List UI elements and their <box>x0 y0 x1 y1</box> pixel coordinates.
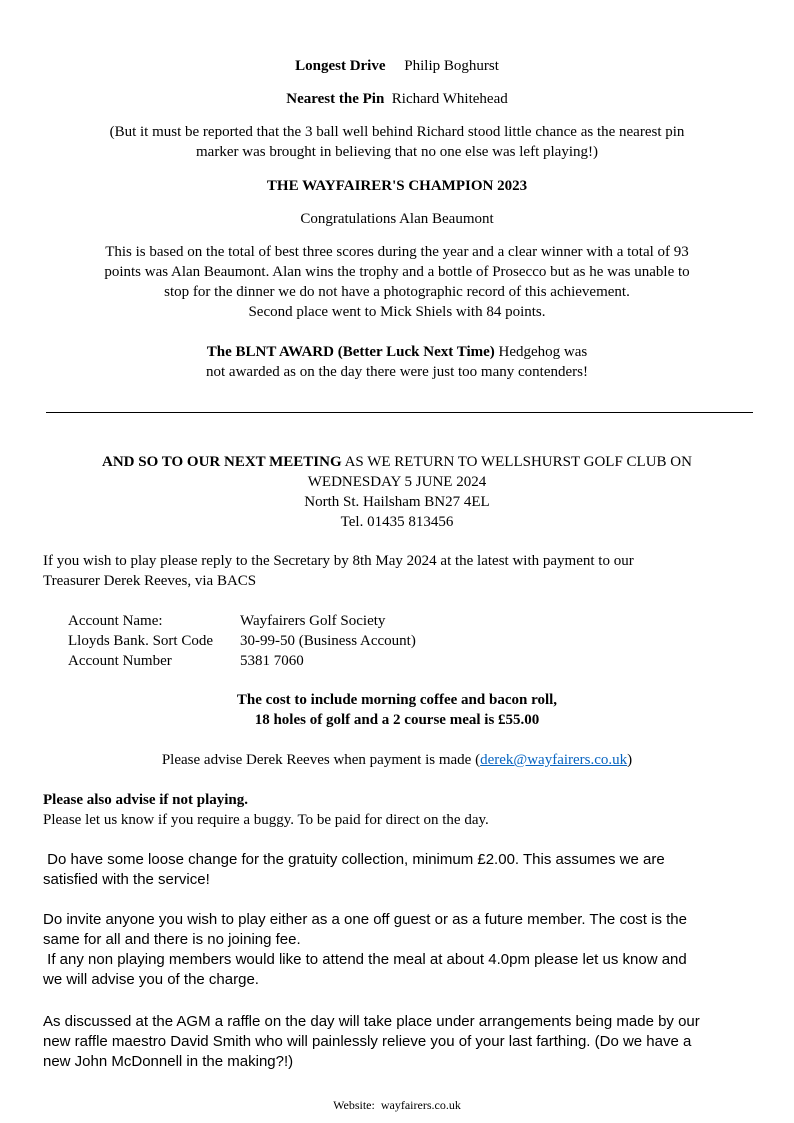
account-name-row <box>68 611 385 631</box>
not-playing-block <box>43 790 758 830</box>
champion-line-2: points was Alan Beaumont. Alan wins the trophy and a bottle of Prosecco but as he was unable to <box>104 264 690 280</box>
champion-line-4: Second place went to Mick Shiels with 84 points. <box>248 304 546 320</box>
reply-line-1: If you wish to play please reply to the Secretary by 8th May 2024 at the latest with payment to our <box>43 553 634 569</box>
advise-payment <box>0 750 794 770</box>
longest-drive-name: Philip Boghurst <box>404 58 499 74</box>
blnt-award <box>0 342 794 382</box>
next-meeting-phone: Tel. 01435 813456 <box>340 514 454 530</box>
next-meeting <box>0 452 794 532</box>
section-divider <box>46 412 753 413</box>
pin-note-line-2: marker was brought in believing that no one else was left playing!) <box>196 144 598 160</box>
not-playing-heading: Please also advise if not playing. <box>43 792 249 808</box>
sort-code-value: 30-99-50 (Business Account) <box>240 633 416 649</box>
treasurer-email-link[interactable]: derek@wayfairers.co.uk <box>480 752 628 768</box>
blnt-label: The BLNT AWARD (Better Luck Next Time) <box>206 344 495 360</box>
cost-line-1: The cost to include morning coffee and bacon roll, <box>236 692 558 708</box>
sort-code-row <box>68 631 416 651</box>
raffle-line-3: new John McDonnell in the making?!) <box>43 1053 294 1070</box>
account-number-label: Account Number <box>68 653 172 669</box>
account-name-value: Wayfairers Golf Society <box>240 613 386 629</box>
account-number-value: 5381 7060 <box>240 653 304 669</box>
invite-note <box>43 910 758 990</box>
next-meeting-address: North St. Hailsham BN27 4EL <box>304 494 490 510</box>
reply-paragraph <box>43 551 758 591</box>
longest-drive-label: Longest Drive <box>295 58 386 74</box>
invite-line-2: same for all and there is no joining fee. <box>43 931 301 948</box>
account-name-label: Account Name: <box>68 613 163 629</box>
meal-line-2: we will advise you of the charge. <box>43 971 259 988</box>
longest-drive-line <box>0 56 794 76</box>
account-number-row <box>68 651 304 671</box>
advise-suffix: ) <box>627 752 633 768</box>
champion-line-1: This is based on the total of best three scores during the year and a clear winner with a total of 93 <box>105 244 689 260</box>
next-meeting-lead: AND SO TO OUR NEXT MEETING <box>102 454 342 470</box>
sort-code-label: Lloyds Bank. Sort Code <box>68 633 213 649</box>
blnt-line-2: not awarded as on the day there were just too many contenders! <box>206 364 588 380</box>
raffle-line-1: As discussed at the AGM a raffle on the day will take place under arrangements being made by our <box>43 1013 700 1030</box>
gratuity-line-2: satisfied with the service! <box>43 871 210 888</box>
cost-line-2: 18 holes of golf and a 2 course meal is £55.00 <box>254 712 540 728</box>
raffle-line-2: new raffle maestro David Smith who will painlessly relieve you of your last farthing. (Do we have a <box>43 1033 692 1050</box>
invite-line-1: Do invite anyone you wish to play either as a one off guest or as a future member. The cost is the <box>43 911 687 928</box>
blnt-line-1 <box>0 342 794 362</box>
champion-line-3: stop for the dinner we do not have a photographic record of this achievement. <box>164 284 630 300</box>
blnt-line-1-rest: Hedgehog was <box>494 344 588 360</box>
next-meeting-line-1 <box>0 452 794 472</box>
next-meeting-date: WEDNESDAY 5 JUNE 2024 <box>307 474 487 490</box>
champion-heading: THE WAYFAIRER'S CHAMPION 2023 <box>266 178 528 194</box>
nearest-pin-name: Richard Whitehead <box>391 91 508 107</box>
gratuity-note <box>43 850 758 890</box>
footer-website-value: wayfairers.co.uk <box>380 1098 461 1112</box>
raffle-note <box>43 1012 758 1072</box>
footer-website-label: Website: <box>333 1098 375 1112</box>
meal-line-1: If any non playing members would like to attend the meal at about 4.0pm please let us know and <box>43 951 687 968</box>
buggy-note: Please let us know if you require a buggy. To be paid for direct on the day. <box>43 812 489 828</box>
reply-line-2: Treasurer Derek Reeves, via BACS <box>43 573 257 589</box>
gratuity-line-1: Do have some loose change for the gratuity collection, minimum £2.00. This assumes we are <box>43 851 665 868</box>
nearest-pin-line <box>0 89 794 109</box>
champion-description <box>0 242 794 322</box>
nearest-pin-label: Nearest the Pin <box>286 91 385 107</box>
pin-note-line-1: (But it must be reported that the 3 ball well behind Richard stood little chance as the nearest pin <box>109 124 685 140</box>
advise-prefix: Please advise Derek Reeves when payment is made ( <box>161 752 481 768</box>
pin-note <box>0 122 794 162</box>
footer <box>0 1097 794 1113</box>
next-meeting-line-1-rest: AS WE RETURN TO WELLSHURST GOLF CLUB ON <box>341 454 692 470</box>
cost-block <box>0 690 794 730</box>
champion-congrats: Congratulations Alan Beaumont <box>300 211 494 227</box>
